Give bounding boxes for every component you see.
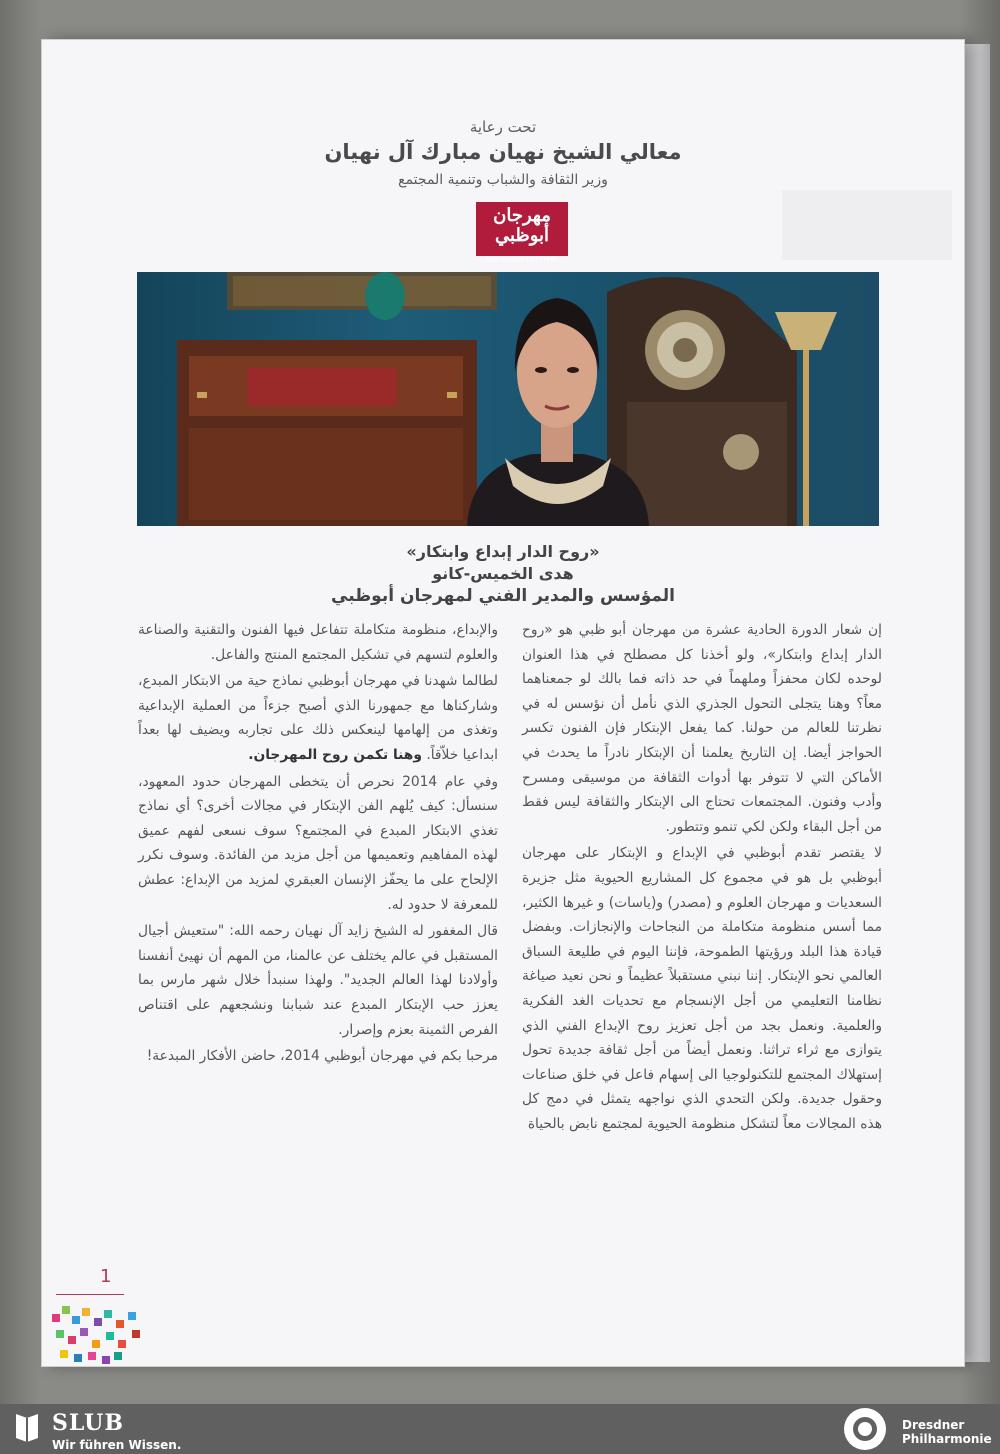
portrait-photo (137, 272, 879, 526)
article-column-left (138, 618, 498, 1071)
partner-name-line2: Philharmonie (902, 1432, 992, 1446)
festival-logo (476, 202, 568, 263)
philharmonie-logo-icon (842, 1406, 888, 1452)
partner-name-line1: Dresdner (902, 1418, 965, 1432)
patronage-label: تحت رعاية (469, 118, 537, 136)
viewer-footer (0, 1404, 1000, 1454)
page-edge (964, 44, 990, 1362)
article-paragraph: إن شعار الدورة الحادية عشرة من مهرجان أبو ظبي هو «روح الدار إبداع وابتكار»، ولو أخذنا كل مصطلح في هذا العنوان لوحده لكان محفزاً وملهماً في حد ذاته فما بالك لو جمعناهما معاً؟ وهنا يتجلى التحول الجذري الذي نأمل أن نؤسس له في نظرتنا للعالم من حولنا. كما يفعل الإبتكار فإن الفنون تكسر الحواجز أيضا. إن التاريخ يعلمنا أن الإبتكار نادراً ما يحدث في الأماكن التي لا تتوفر بها أدوات الثقافة من موسيقى ومسرح وأدب وفنون. المجتمعات تحتاج الى الإبتكار والثقافة ليس فقط من أجل البقاء ولكن لكي تنمو وتتطور. (522, 622, 882, 835)
page-number: 1 (100, 1266, 112, 1287)
slub-tagline: Wir führen Wissen. (52, 1438, 182, 1452)
festival-mosaic-graphic (52, 1306, 144, 1366)
article-text: لطالما شهدنا في مهرجان أبوظبي نماذج حية من الابتكار المبدع، وشاركناها مع جمهورنا الذي أصبح جزءاً من العملية الإبداعية وتغذى من إلهامها لينعكس ذلك على تجاربه ويضيف لها بعداً ابداعيا خلاّقاً. (138, 673, 498, 763)
slub-logo-icon (14, 1411, 40, 1443)
bleed-through-shadow (782, 190, 952, 260)
caption-role: المؤسس والمدير الفني لمهرجان أبوظبي (331, 586, 675, 606)
caption-name: هدى الخميس-كانو (432, 564, 574, 583)
article-emphasis: وهنا تكمن روح المهرجان. (248, 746, 422, 763)
logo-arabic-text: مهرجان أبوظبي (493, 205, 551, 246)
logo-english-text: ABU DHABI FESTIVAL (484, 256, 559, 263)
portrait-illustration (137, 272, 879, 526)
magazine-page (42, 40, 964, 1366)
slub-name: SLUB (52, 1410, 124, 1436)
caption-quote: «روح الدار إبداع وابتكار» (406, 542, 600, 561)
article-paragraph: قال المغفور له الشيخ زايد آل نهيان رحمه الله: "ستعيش أجيال المستقبل في عالم يختلف عن عالمنا، من المهم أن نهيئ أنفسنا وأولادنا لهذا العالم الجديد". ولهذا سنبدأ خلال شهر مارس بما يعزز حب الإبتكار المبدع عند شبابنا ونشجعهم على اقتناص الفرص الثمينة بعزم وإصرار. (138, 923, 498, 1038)
article-paragraph: والإبداع، منظومة متكاملة تتفاعل فيها الفنون والتقنية والصناعة والعلوم لتسهم في تشكيل المجتمع المنتج والفاعل. (138, 622, 498, 663)
article-paragraph: لا يقتصر تقدم أبوظبي في الإبداع و الإبتكار على مهرجان أبوظبي بل هو في مجموع كل المشاريع الحيوية مثل جزيرة السعديات و مهرجان العلوم و (مصدر) و(ياسات) و غيرها الكثير، مما أسس منظومة متكاملة من النجاحات والإنجازات. وبفضل قيادة هذا البلد ورؤيتها الطموحة، فإننا اليوم في طليعة السباق العالمي نحو الإبتكار. إننا نبني مستقبلاً عظيماً و نحن نعيد صياغة نظامنا التعليمي من أجل الإنسجام مع تحديات الغد الفكرية والعلمية. ونعمل بجد من أجل تعزيز روح الإبداع الفني الذي يتوازى مع ثراء تراثنا. ونعمل أيضاً من أجل ثقافة جديدة تحول إستهلاك المجتمع للتكنولوجيا الى إسهام فاعل في خلق صناعات وحقول جديدة. ولكن التحدي الذي نواجهه يتمثل في دمج كل هذه المجالات معاً لتشكل منظومة الحيوية لمجتمع نابض بالحياة (522, 845, 882, 1132)
patron-name: معالي الشيخ نهيان مبارك آل نهيان (324, 140, 682, 164)
article-paragraph: مرحبا بكم في مهرجان أبوظبي 2014، حاضن الأفكار المبدعة! (146, 1048, 498, 1065)
article-paragraph: وفي عام 2014 نحرص أن يتخطى المهرجان حدود المعهود، سنسأل: كيف يُلهم الفن الإبتكار في مجالات أخرى؟ أي نماذج تغذي الابتكار المبدع في المجتمع؟ سوف نسعى لفهم عميق لهذه المفاهيم وتعميمها من أجل مزيد من الفائدة. وسوف نكرر الإلحاح على ما يحفّز الإنسان العبقري لمزيد من الإبداع: عطش للمعرفة لا حدود له. (138, 773, 498, 913)
article-paragraph (138, 669, 498, 767)
page-number-rule (56, 1294, 124, 1295)
article-column-right (522, 618, 882, 1138)
patron-title: وزير الثقافة والشباب وتنمية المجتمع (398, 172, 608, 188)
